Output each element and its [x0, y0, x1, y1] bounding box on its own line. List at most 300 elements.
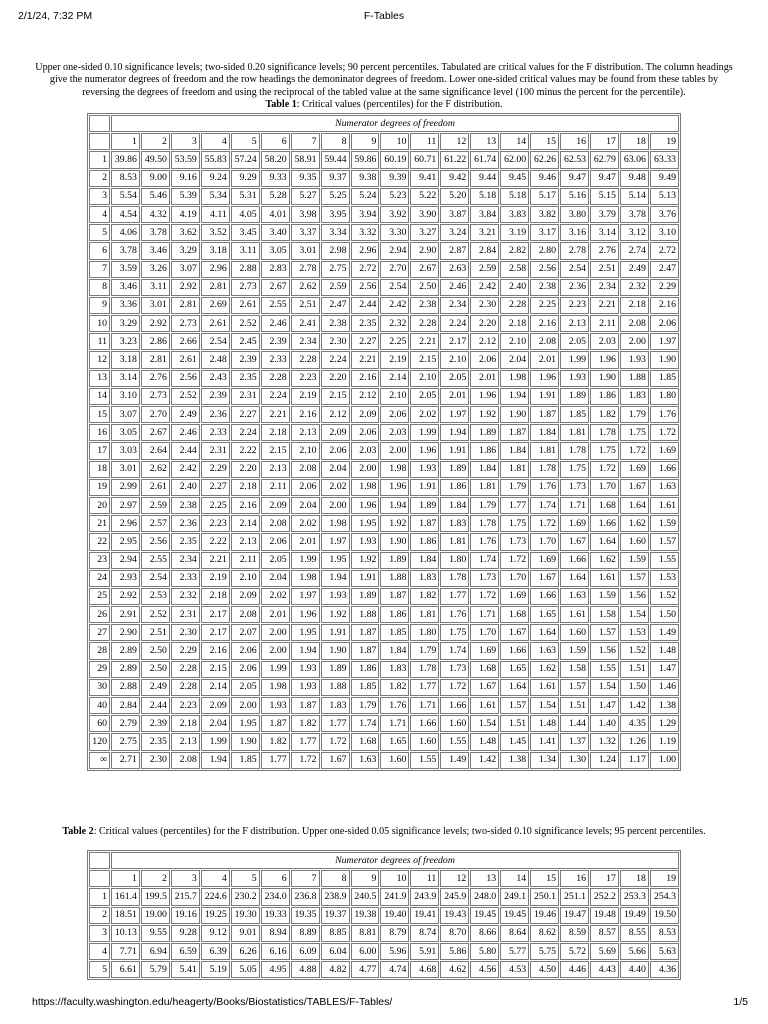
- print-footer: [18, 996, 750, 1012]
- table-cell: 1.87: [380, 588, 409, 605]
- table-cell: 2.33: [261, 351, 290, 368]
- table-cell: 2.53: [141, 588, 170, 605]
- table-cell: 1.57: [590, 624, 619, 641]
- table-cell: 2.55: [141, 552, 170, 569]
- table-cell: 2.89: [111, 661, 140, 678]
- table-row: [89, 261, 679, 278]
- table-cell: 1.73: [470, 570, 499, 587]
- table-cell: 1.64: [590, 533, 619, 550]
- table-cell: 1.86: [590, 388, 619, 405]
- table-cell: 1.92: [470, 406, 499, 423]
- table-cell: 9.47: [560, 170, 589, 187]
- table-cell: 224.6: [201, 888, 230, 905]
- table-cell: 5.39: [171, 188, 200, 205]
- table-cell: 2.56: [351, 279, 380, 296]
- table-cell: 61.22: [440, 151, 469, 168]
- table-cell: 1.75: [560, 461, 589, 478]
- table-cell: 19.16: [171, 907, 200, 924]
- table-cell: 19.43: [440, 907, 469, 924]
- table-cell: 2.25: [201, 497, 230, 514]
- table-row: [89, 697, 679, 714]
- table-cell: 1.61: [470, 697, 499, 714]
- table-cell: 2.70: [141, 406, 170, 423]
- table-cell: 1.79: [500, 479, 529, 496]
- table-cell: 2.25: [380, 333, 409, 350]
- print-datetime: 2/1/24, 7:32 PM: [18, 10, 93, 22]
- table-cell: 2.08: [620, 315, 649, 332]
- table-cell: 2.50: [141, 642, 170, 659]
- table-cell: 1.52: [620, 642, 649, 659]
- table-cell: 4.32: [141, 206, 170, 223]
- table-cell: 2.46: [440, 279, 469, 296]
- table-cell: 2.50: [410, 279, 439, 296]
- table-cell: 1.76: [650, 406, 679, 423]
- table-cell: 1.55: [440, 733, 469, 750]
- table-cell: 5.05: [231, 961, 260, 978]
- column-header: 17: [590, 133, 619, 150]
- table-cell: 3.78: [620, 206, 649, 223]
- table-row: [89, 479, 679, 496]
- table-cell: 1.62: [620, 515, 649, 532]
- table-cell: 1.84: [410, 552, 439, 569]
- table-cell: 1.55: [650, 552, 679, 569]
- table-cell: 2.16: [231, 497, 260, 514]
- column-header: 5: [231, 133, 260, 150]
- table-row: [89, 406, 679, 423]
- table-cell: 2.59: [470, 261, 499, 278]
- table-cell: 2.99: [111, 479, 140, 496]
- table-cell: 1.84: [530, 424, 559, 441]
- table-cell: 1.69: [500, 588, 529, 605]
- column-header: 11: [410, 133, 439, 150]
- table-cell: 19.25: [201, 907, 230, 924]
- table-cell: 2.04: [201, 715, 230, 732]
- table-cell: 243.9: [410, 888, 439, 905]
- table-cell: 2.01: [261, 606, 290, 623]
- table-cell: 2.61: [201, 315, 230, 332]
- table-cell: 3.01: [111, 461, 140, 478]
- table-cell: 2.63: [440, 261, 469, 278]
- table-cell: 9.48: [620, 170, 649, 187]
- table-cell: 2.88: [231, 261, 260, 278]
- table-cell: 1.54: [530, 697, 559, 714]
- table-cell: 9.47: [590, 170, 619, 187]
- table-cell: 2.00: [231, 697, 260, 714]
- table-row: [89, 888, 679, 905]
- table-cell: 2.74: [620, 242, 649, 259]
- table-cell: 1.55: [410, 752, 439, 769]
- table-cell: 3.59: [111, 261, 140, 278]
- row-header: 1: [89, 151, 110, 168]
- column-header: 3: [171, 133, 200, 150]
- table-cell: 5.14: [620, 188, 649, 205]
- column-header: 19: [650, 133, 679, 150]
- table-cell: 1.91: [530, 388, 559, 405]
- row-header: 21: [89, 515, 110, 532]
- table-cell: 5.16: [560, 188, 589, 205]
- table-cell: 9.01: [231, 925, 260, 942]
- table-cell: 2.55: [261, 297, 290, 314]
- table-cell: 2.34: [171, 552, 200, 569]
- table-cell: 2.19: [291, 388, 320, 405]
- table-cell: 2.11: [590, 315, 619, 332]
- table-cell: 3.05: [111, 424, 140, 441]
- table-cell: 5.27: [291, 188, 320, 205]
- table-cell: 6.09: [291, 943, 320, 960]
- table-cell: 1.94: [201, 752, 230, 769]
- table-cell: 3.11: [141, 279, 170, 296]
- row-header: 27: [89, 624, 110, 641]
- table-cell: 5.63: [650, 943, 679, 960]
- table-cell: 8.59: [560, 925, 589, 942]
- table-cell: 3.40: [261, 224, 290, 241]
- table-cell: 1.89: [321, 661, 350, 678]
- table-cell: 1.67: [500, 624, 529, 641]
- table-cell: 2.67: [410, 261, 439, 278]
- row-header: 25: [89, 588, 110, 605]
- table-cell: 1.87: [351, 642, 380, 659]
- table-cell: 1.71: [380, 715, 409, 732]
- table-cell: 2.47: [650, 261, 679, 278]
- table-cell: 2.46: [171, 424, 200, 441]
- table-cell: 8.79: [380, 925, 409, 942]
- table-cell: 3.07: [111, 406, 140, 423]
- table-cell: 1.80: [440, 552, 469, 569]
- table-cell: 1.96: [351, 497, 380, 514]
- row-header: 26: [89, 606, 110, 623]
- table-cell: 1.61: [650, 497, 679, 514]
- table-cell: 3.87: [440, 206, 469, 223]
- table-cell: 1.79: [351, 697, 380, 714]
- table-cell: 1.82: [291, 715, 320, 732]
- table-cell: 2.61: [171, 351, 200, 368]
- table-cell: 1.67: [321, 752, 350, 769]
- table-row: [89, 224, 679, 241]
- row-header: 7: [89, 261, 110, 278]
- table-cell: 3.45: [231, 224, 260, 241]
- table-cell: 1.64: [620, 497, 649, 514]
- table-cell: 2.35: [141, 733, 170, 750]
- table-cell: 2.18: [261, 424, 290, 441]
- table-cell: 9.49: [650, 170, 679, 187]
- table-cell: 3.19: [500, 224, 529, 241]
- table-cell: 2.21: [351, 351, 380, 368]
- corner-cell: [89, 870, 110, 887]
- table-row: [89, 606, 679, 623]
- table-cell: 2.07: [231, 624, 260, 641]
- table1-caption: [30, 99, 738, 111]
- row-header: 120: [89, 733, 110, 750]
- table-row: [89, 370, 679, 387]
- table-cell: 8.53: [111, 170, 140, 187]
- table-cell: 1.91: [351, 570, 380, 587]
- table-cell: 9.00: [141, 170, 170, 187]
- table-cell: 4.53: [500, 961, 529, 978]
- table-cell: 2.45: [231, 333, 260, 350]
- table-cell: 4.74: [380, 961, 409, 978]
- table-cell: 3.52: [201, 224, 230, 241]
- table-cell: 2.49: [171, 406, 200, 423]
- table-cell: 1.99: [201, 733, 230, 750]
- table-cell: 53.59: [171, 151, 200, 168]
- table-cell: 9.45: [500, 170, 529, 187]
- table-cell: 1.74: [470, 552, 499, 569]
- table-cell: 2.09: [351, 406, 380, 423]
- table-cell: 18.51: [111, 907, 140, 924]
- table-cell: 2.05: [261, 552, 290, 569]
- table-cell: 1.90: [500, 406, 529, 423]
- table-cell: 1.65: [530, 606, 559, 623]
- column-header: 13: [470, 133, 499, 150]
- table-cell: 1.60: [560, 624, 589, 641]
- table-cell: 2.17: [440, 333, 469, 350]
- table-cell: 1.00: [650, 752, 679, 769]
- table-cell: 2.21: [410, 333, 439, 350]
- table-cell: 3.23: [111, 333, 140, 350]
- table-cell: 1.76: [380, 697, 409, 714]
- numerator-df-header: Numerator degrees of freedom: [111, 852, 679, 869]
- table-cell: 2.21: [590, 297, 619, 314]
- table-cell: 2.20: [321, 370, 350, 387]
- table-cell: 2.50: [141, 661, 170, 678]
- table-cell: 2.81: [171, 297, 200, 314]
- table-cell: 1.87: [351, 624, 380, 641]
- row-header: ∞: [89, 752, 110, 769]
- table-cell: 4.56: [470, 961, 499, 978]
- column-header: 2: [141, 870, 170, 887]
- table-cell: 1.91: [440, 442, 469, 459]
- column-header: 8: [321, 133, 350, 150]
- table-row: [89, 424, 679, 441]
- table-cell: 5.25: [321, 188, 350, 205]
- table-cell: 1.66: [410, 715, 439, 732]
- table-cell: 1.52: [650, 588, 679, 605]
- table-cell: 5.31: [231, 188, 260, 205]
- row-header: 5: [89, 961, 110, 978]
- table-cell: 1.88: [620, 370, 649, 387]
- table-cell: 1.84: [500, 442, 529, 459]
- table-cell: 1.56: [590, 642, 619, 659]
- table-cell: 2.54: [380, 279, 409, 296]
- table-cell: 5.80: [470, 943, 499, 960]
- table-cell: 4.95: [261, 961, 290, 978]
- table-cell: 2.01: [530, 351, 559, 368]
- table-cell: 1.53: [650, 570, 679, 587]
- table-cell: 1.76: [530, 479, 559, 496]
- table-cell: 9.44: [470, 170, 499, 187]
- table-cell: 2.84: [470, 242, 499, 259]
- table-cell: 19.46: [530, 907, 559, 924]
- table-cell: 2.17: [201, 624, 230, 641]
- numerator-df-header: Numerator degrees of freedom: [111, 115, 679, 132]
- column-header: 16: [560, 133, 589, 150]
- table-cell: 2.10: [231, 570, 260, 587]
- table-cell: 3.27: [410, 224, 439, 241]
- table-cell: 2.04: [291, 497, 320, 514]
- table-cell: 1.64: [560, 570, 589, 587]
- table-cell: 1.93: [321, 588, 350, 605]
- table-cell: 1.70: [500, 570, 529, 587]
- table-cell: 1.76: [470, 533, 499, 550]
- table-cell: 2.87: [440, 242, 469, 259]
- table-cell: 2.32: [620, 279, 649, 296]
- table-cell: 3.90: [410, 206, 439, 223]
- table-cell: 2.14: [380, 370, 409, 387]
- row-header: 5: [89, 224, 110, 241]
- table-cell: 1.89: [410, 497, 439, 514]
- table-cell: 2.14: [231, 515, 260, 532]
- table-cell: 2.35: [231, 370, 260, 387]
- table-cell: 3.46: [111, 279, 140, 296]
- table-cell: 2.36: [171, 515, 200, 532]
- table-cell: 3.11: [231, 242, 260, 259]
- table-cell: 4.05: [231, 206, 260, 223]
- table-row: [89, 242, 679, 259]
- table-cell: 2.56: [171, 370, 200, 387]
- row-header: 17: [89, 442, 110, 459]
- table-cell: 2.56: [530, 261, 559, 278]
- table-cell: 1.34: [530, 752, 559, 769]
- table-cell: 1.83: [321, 697, 350, 714]
- table-cell: 1.90: [590, 370, 619, 387]
- table-cell: 2.57: [141, 515, 170, 532]
- column-header: 19: [650, 870, 679, 887]
- table-cell: 2.96: [351, 242, 380, 259]
- table-cell: 2.38: [321, 315, 350, 332]
- table-cell: 2.42: [171, 461, 200, 478]
- table-cell: 5.34: [201, 188, 230, 205]
- table-cell: 6.59: [171, 943, 200, 960]
- table-cell: 2.38: [171, 497, 200, 514]
- row-header: 2: [89, 170, 110, 187]
- table-cell: 2.18: [500, 315, 529, 332]
- table-cell: 62.79: [590, 151, 619, 168]
- column-header: 1: [111, 133, 140, 150]
- row-header: 15: [89, 406, 110, 423]
- table-cell: 2.48: [201, 351, 230, 368]
- table-cell: 4.46: [560, 961, 589, 978]
- print-header: [18, 10, 750, 26]
- table-cell: 1.32: [590, 733, 619, 750]
- table-cell: 7.71: [111, 943, 140, 960]
- table-cell: 1.54: [590, 679, 619, 696]
- table-cell: 1.67: [560, 533, 589, 550]
- table-cell: 2.52: [171, 388, 200, 405]
- table-cell: 2.01: [440, 388, 469, 405]
- table-cell: 2.31: [231, 388, 260, 405]
- table-cell: 1.64: [530, 624, 559, 641]
- table-cell: 1.88: [380, 570, 409, 587]
- table-cell: 49.50: [141, 151, 170, 168]
- table-cell: 2.11: [231, 552, 260, 569]
- table-cell: 3.98: [291, 206, 320, 223]
- table-cell: 2.04: [321, 461, 350, 478]
- table-cell: 1.46: [650, 679, 679, 696]
- table-cell: 2.54: [141, 570, 170, 587]
- table-cell: 5.69: [590, 943, 619, 960]
- table-cell: 2.51: [291, 297, 320, 314]
- table-cell: 1.61: [590, 570, 619, 587]
- table-cell: 1.69: [620, 461, 649, 478]
- table-cell: 1.89: [470, 424, 499, 441]
- table-cell: 1.99: [560, 351, 589, 368]
- table-cell: 1.93: [351, 533, 380, 550]
- table-cell: 5.23: [380, 188, 409, 205]
- table-cell: 1.77: [291, 733, 320, 750]
- table-cell: 1.57: [560, 679, 589, 696]
- table-row: [89, 552, 679, 569]
- table-cell: 3.17: [530, 224, 559, 241]
- table-cell: 241.9: [380, 888, 409, 905]
- table-cell: 1.93: [620, 351, 649, 368]
- row-header: 6: [89, 242, 110, 259]
- table-cell: 2.44: [171, 442, 200, 459]
- table-cell: 1.71: [560, 497, 589, 514]
- table-cell: 1.55: [590, 661, 619, 678]
- table-cell: 1.87: [530, 406, 559, 423]
- table-cell: 2.33: [201, 424, 230, 441]
- column-header: 3: [171, 870, 200, 887]
- table-cell: 2.73: [171, 315, 200, 332]
- table-cell: 2.51: [590, 261, 619, 278]
- table-cell: 2.32: [380, 315, 409, 332]
- table-cell: 1.48: [530, 715, 559, 732]
- table-cell: 2.40: [500, 279, 529, 296]
- table-cell: 5.20: [440, 188, 469, 205]
- table-cell: 1.78: [530, 461, 559, 478]
- table-cell: 2.19: [380, 351, 409, 368]
- table-cell: 3.26: [141, 261, 170, 278]
- table-cell: 1.50: [650, 606, 679, 623]
- table-cell: 3.78: [111, 242, 140, 259]
- table-cell: 1.75: [590, 442, 619, 459]
- table-cell: 3.14: [590, 224, 619, 241]
- table-cell: 2.22: [201, 533, 230, 550]
- table-cell: 1.95: [321, 552, 350, 569]
- table-cell: 1.98: [291, 570, 320, 587]
- table-cell: 1.89: [440, 461, 469, 478]
- table-cell: 2.78: [560, 242, 589, 259]
- table-cell: 5.41: [171, 961, 200, 978]
- table-cell: 1.74: [530, 497, 559, 514]
- table-cell: 2.10: [410, 370, 439, 387]
- table-cell: 2.98: [321, 242, 350, 259]
- table-cell: 1.66: [530, 588, 559, 605]
- row-header: 3: [89, 925, 110, 942]
- table-cell: 2.14: [201, 679, 230, 696]
- table-cell: 1.94: [321, 570, 350, 587]
- row-header: 10: [89, 315, 110, 332]
- table-cell: 1.63: [650, 479, 679, 496]
- table-cell: 2.73: [231, 279, 260, 296]
- table-cell: 5.18: [470, 188, 499, 205]
- table-cell: 59.44: [321, 151, 350, 168]
- f-table-1: [87, 113, 681, 771]
- table-cell: 60.71: [410, 151, 439, 168]
- table-cell: 1.42: [470, 752, 499, 769]
- table-cell: 1.78: [470, 515, 499, 532]
- table-cell: 2.06: [380, 406, 409, 423]
- table-cell: 1.86: [440, 479, 469, 496]
- table-cell: 4.40: [620, 961, 649, 978]
- table-cell: 1.92: [380, 515, 409, 532]
- table-cell: 2.30: [470, 297, 499, 314]
- table-cell: 1.61: [530, 679, 559, 696]
- column-header: 9: [351, 133, 380, 150]
- table-cell: 1.26: [620, 733, 649, 750]
- table-cell: 5.75: [530, 943, 559, 960]
- table-cell: 9.12: [201, 925, 230, 942]
